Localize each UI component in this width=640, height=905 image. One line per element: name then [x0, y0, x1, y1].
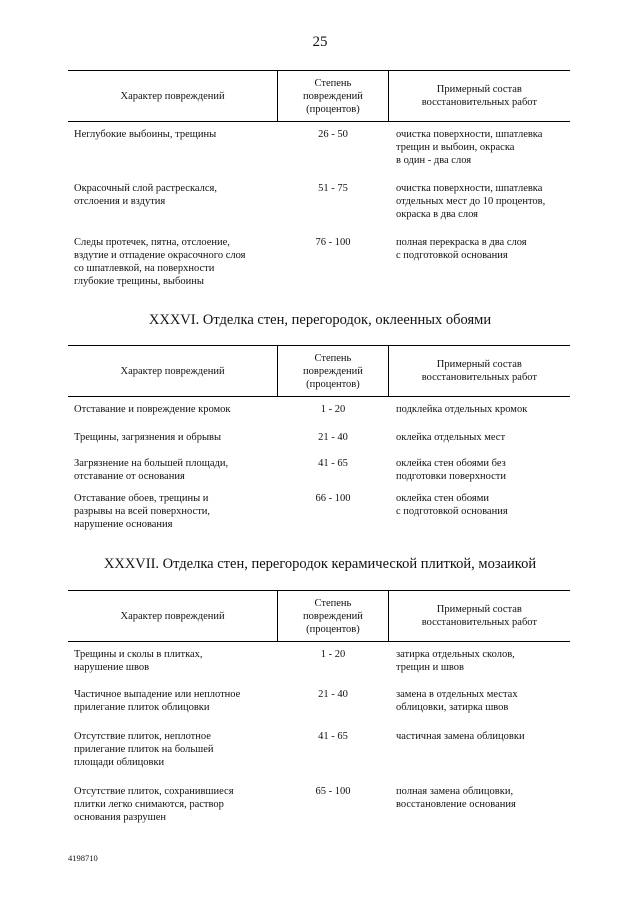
header-degree: Степень повреждений (процентов)	[278, 591, 389, 641]
table-header	[68, 590, 570, 642]
degree-cell: 21 - 40	[318, 432, 348, 443]
work-cell: оклейка отдельных мест	[396, 432, 506, 443]
damage-cell: Окрасочный слой растрескался, отслоения и вздутия	[74, 183, 217, 207]
damage-cell: Трещины и сколы в плитках, нарушение швов	[74, 649, 203, 673]
damage-cell: Трещины, загрязнения и обрывы	[74, 432, 222, 443]
damage-cell: Загрязнение на большей площади, отставание от основания	[74, 458, 229, 482]
damage-cell: Частичное выпадение или неплотное прилегание плиток облицовки	[74, 689, 241, 713]
damage-cell: Неглубокие выбоины, трещины	[74, 129, 217, 140]
header-damage: Характер повреждений	[68, 71, 278, 121]
table-row	[68, 128, 570, 167]
damage-cell: Отсутствие плиток, сохранившиеся плитки легко снимаются, раствор основания разрушен	[74, 786, 234, 823]
header-work: Примерный состав восстановительных работ	[421, 604, 538, 628]
table-row	[68, 182, 570, 221]
damage-cell: Отставание и повреждение кромок	[74, 404, 231, 415]
section-title-wallpaper: XXXVI. Отделка стен, перегородок, оклеенных обоями	[148, 312, 492, 328]
table-wallpaper	[68, 345, 570, 530]
work-cell: затирка отдельных сколов, трещин и швов	[396, 649, 515, 673]
work-cell: очистка поверхности, шпатлевка отдельных мест до 10 процентов, окраска в два слоя	[396, 183, 546, 220]
table-painted-walls	[68, 70, 570, 300]
header-degree: Степень повреждений (процентов)	[278, 346, 389, 396]
work-cell: очистка поверхности, шпатлевка трещин и выбоин, окраска в один - два слоя	[396, 129, 543, 166]
table-header	[68, 345, 570, 397]
section-title-ceramic-tile: XXXVII. Отделка стен, перегородок керамической плиткой, мозаикой	[103, 556, 537, 572]
table-row	[68, 457, 570, 483]
work-cell: полная замена облицовки, восстановление основания	[396, 786, 516, 810]
table-row	[68, 492, 570, 531]
header-work: Примерный состав восстановительных работ	[421, 84, 538, 108]
degree-cell: 41 - 65	[318, 458, 348, 469]
header-damage: Характер повреждений	[68, 591, 278, 641]
work-cell: замена в отдельных местах облицовки, затирка швов	[396, 689, 518, 713]
work-cell: оклейка стен обоями с подготовкой основания	[396, 493, 508, 517]
degree-cell: 26 - 50	[318, 129, 348, 140]
document-code: 4198710	[68, 853, 98, 863]
degree-cell: 21 - 40	[318, 689, 348, 700]
table-row	[68, 785, 570, 824]
damage-cell: Отставание обоев, трещины и разрывы на всей поверхности, нарушение основания	[74, 493, 211, 530]
table-row	[68, 236, 570, 288]
damage-cell: Следы протечек, пятна, отслоение, вздутие и отпадение окрасочного слоя со шпатлевкой, на поверхности глубокие трещины, выбоины	[74, 237, 246, 287]
table-header	[68, 70, 570, 122]
header-degree: Степень повреждений (процентов)	[278, 71, 389, 121]
table-row	[68, 730, 570, 769]
header-damage: Характер повреждений	[68, 346, 278, 396]
degree-cell: 1 - 20	[320, 649, 346, 660]
degree-cell: 41 - 65	[318, 731, 348, 742]
degree-cell: 76 - 100	[315, 237, 351, 248]
page-number: 25	[312, 34, 328, 50]
degree-cell: 66 - 100	[315, 493, 351, 504]
damage-cell: Отсутствие плиток, неплотное прилегание плиток на большей площади облицовки	[74, 731, 214, 768]
work-cell: подклейка отдельных кромок	[396, 404, 528, 415]
table-row	[68, 688, 570, 714]
table-ceramic-tile	[68, 590, 570, 830]
degree-cell: 1 - 20	[320, 404, 346, 415]
table-row	[68, 431, 570, 444]
table-row	[68, 403, 570, 416]
header-work: Примерный состав восстановительных работ	[421, 359, 538, 383]
degree-cell: 65 - 100	[315, 786, 351, 797]
degree-cell: 51 - 75	[318, 183, 348, 194]
work-cell: оклейка стен обоями без подготовки поверхности	[396, 458, 506, 482]
table-row	[68, 648, 570, 674]
work-cell: частичная замена облицовки	[396, 731, 525, 742]
work-cell: полная перекраска в два слоя с подготовкой основания	[396, 237, 527, 261]
